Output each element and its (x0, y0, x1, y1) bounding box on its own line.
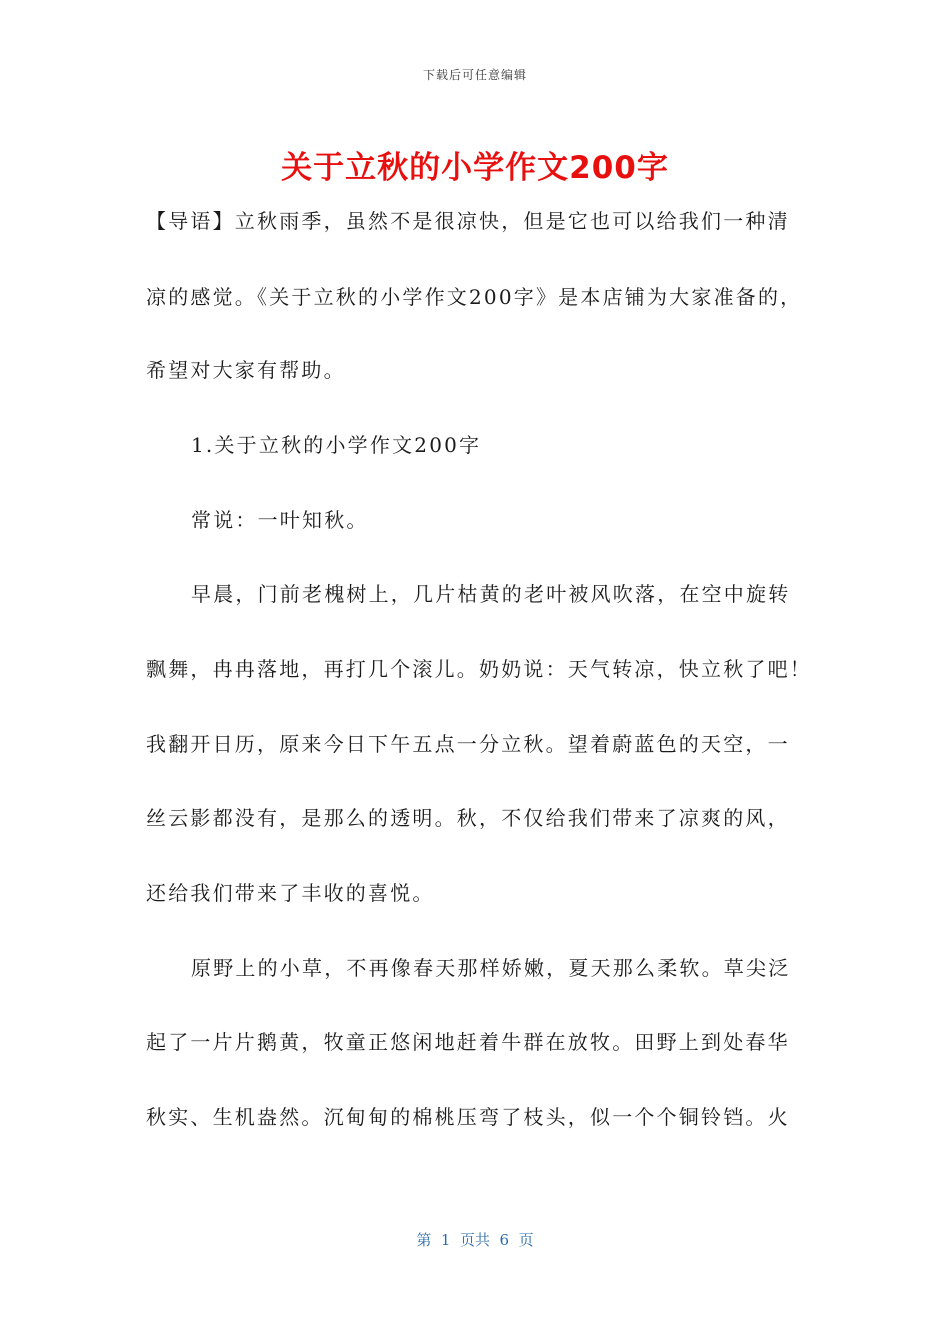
paragraph-line: 早晨，门前老槐树上，几片枯黄的老叶被风吹落，在空中旋转 (191, 582, 791, 606)
paragraph-line: 凉的感觉。《关于立秋的小学作文200字》是本店铺为大家准备的， (146, 285, 803, 309)
paragraph-line: 我翻开日历，原来今日下午五点一分立秋。望着蔚蓝色的天空，一 (146, 732, 790, 756)
header-note: 下载后可任意编辑 (422, 68, 527, 82)
paragraph-line: 希望对大家有帮助。 (146, 358, 346, 382)
paragraph-line: 起了一片片鹅黄，牧童正悠闲地赶着牛群在放牧。田野上到处春华 (146, 1030, 790, 1054)
section-heading: 1.关于立秋的小学作文200字 (191, 433, 482, 457)
paragraph-line: 飘舞，冉冉落地，再打几个滚儿。奶奶说：天气转凉，快立秋了吧！ (146, 657, 812, 681)
document-title: 关于立秋的小学作文200字 (281, 150, 669, 186)
paragraph-line: 还给我们带来了丰收的喜悦。 (146, 881, 435, 905)
paragraph-line: 秋实、生机盎然。沉甸甸的棉桃压弯了枝头，似一个个铜铃铛。火 (146, 1105, 790, 1129)
page-number-footer: 第 1 页共 6 页 (416, 1231, 534, 1249)
paragraph-line: 常说：一叶知秋。 (191, 508, 369, 532)
paragraph-line: 【导语】立秋雨季，虽然不是很凉快，但是它也可以给我们一种清 (146, 209, 790, 233)
paragraph-line: 丝云影都没有，是那么的透明。秋，不仅给我们带来了凉爽的风， (146, 806, 790, 830)
paragraph-line: 原野上的小草，不再像春天那样娇嫩，夏天那么柔软。草尖泛 (191, 956, 791, 980)
